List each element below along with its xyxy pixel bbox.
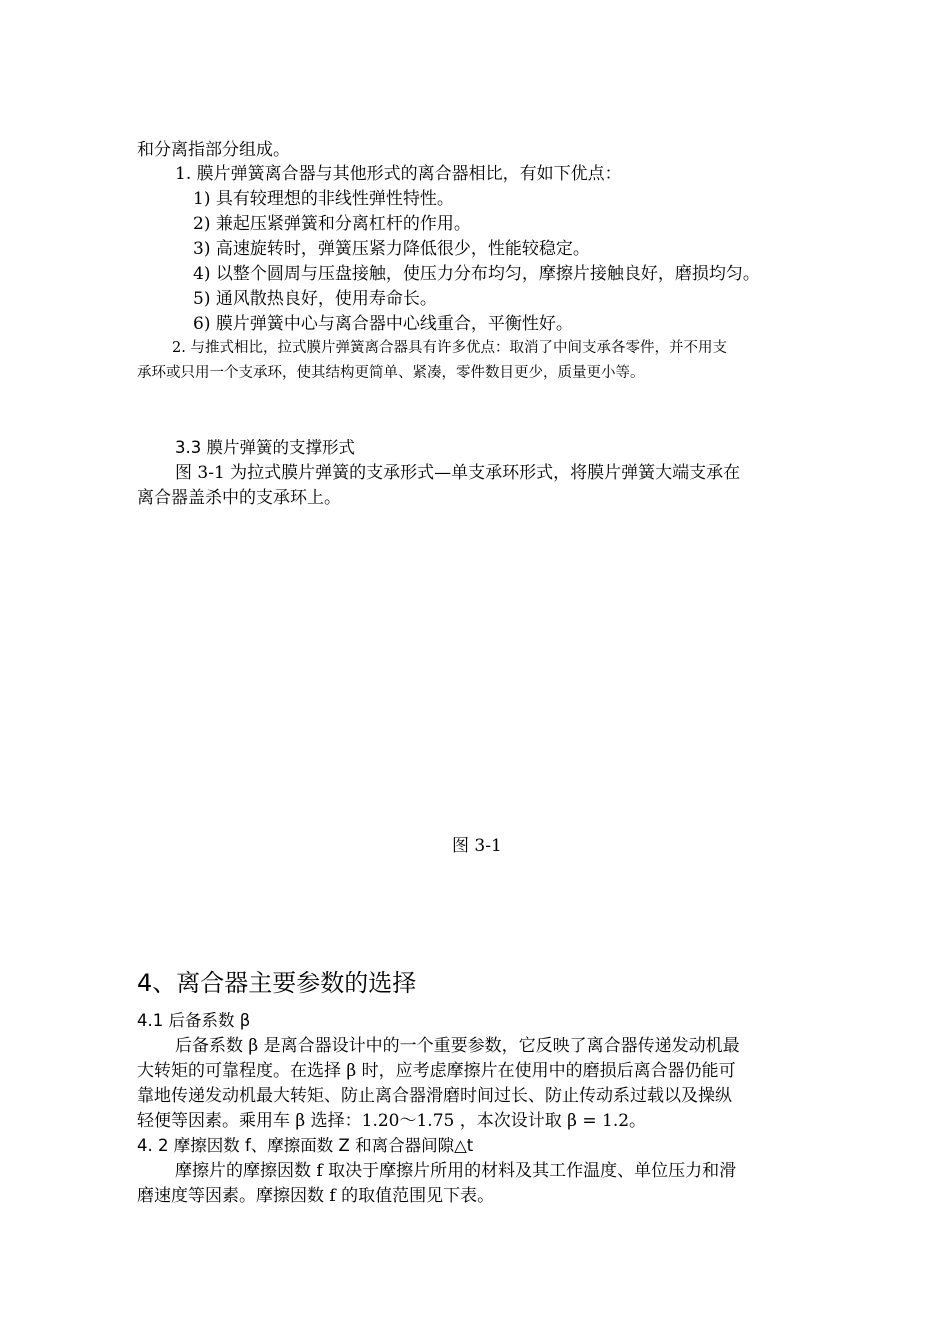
advantage-item: 4) 以整个圆周与压盘接触，使压力分布均匀，摩擦片接触良好，磨损均匀。 — [193, 264, 760, 284]
advantages-intro: 1. 膜片弹簧离合器与其他形式的离合器相比，有如下优点： — [175, 164, 622, 184]
figure-caption: 图 3-1 — [452, 836, 502, 856]
paragraph-line: 磨速度等因素。摩擦因数 f 的取值范围见下表。 — [137, 1186, 495, 1206]
paragraph-line: 后备系数 β 是离合器设计中的一个重要参数，它反映了离合器传递发动机最 — [175, 1036, 740, 1056]
section-title: 3.3 膜片弹簧的支撑形式 — [175, 438, 355, 457]
paragraph-line: 离合器盖杀中的支承环上。 — [137, 488, 341, 508]
advantage-item: 5) 通风散热良好，使用寿命长。 — [193, 289, 437, 309]
chapter-title: 4、离合器主要参数的选择 — [137, 969, 417, 997]
advantage-item: 1) 具有较理想的非线性弹性特性。 — [193, 189, 454, 209]
paragraph-line: 摩擦片的摩擦因数 f 取决于摩擦片所用的材料及其工作温度、单位压力和滑 — [175, 1161, 737, 1181]
continuation-text: 和分离指部分组成。 — [137, 140, 290, 160]
paragraph-line: 靠地传递发动机最大转矩、防止离合器滑磨时间过长、防止传动系过载以及操纵 — [137, 1086, 732, 1106]
figure-placeholder — [137, 515, 813, 830]
section-title: 4. 2 摩擦因数 f、摩擦面数 Z 和离合器间隙△t — [137, 1136, 474, 1155]
paragraph-line: 图 3-1 为拉式膜片弹簧的支承形式—单支承环形式，将膜片弹簧大端支承在 — [175, 463, 741, 483]
paragraph-line: 大转矩的可靠程度。在选择 β 时，应考虑摩擦片在使用中的磨损后离合器仍能可 — [137, 1061, 736, 1081]
advantage-item: 6) 膜片弹簧中心与离合器中心线重合，平衡性好。 — [193, 314, 573, 334]
advantage-item: 3) 高速旋转时，弹簧压紧力降低很少，性能较稳定。 — [193, 239, 590, 259]
section-title: 4.1 后备系数 β — [137, 1011, 251, 1030]
point2-line: 承环或只用一个支承环，使其结构更简单、紧凑，零件数目更少，质量更小等。 — [137, 365, 645, 381]
paragraph-line: 轻便等因素。乘用车 β 选择：1.20～1.75 ，本次设计取 β = 1.2。 — [137, 1111, 647, 1131]
point2-line: 2. 与推式相比，拉式膜片弹簧离合器具有许多优点：取消了中间支承各零件，并不用支 — [172, 340, 727, 356]
advantage-item: 2) 兼起压紧弹簧和分离杠杆的作用。 — [193, 214, 471, 234]
